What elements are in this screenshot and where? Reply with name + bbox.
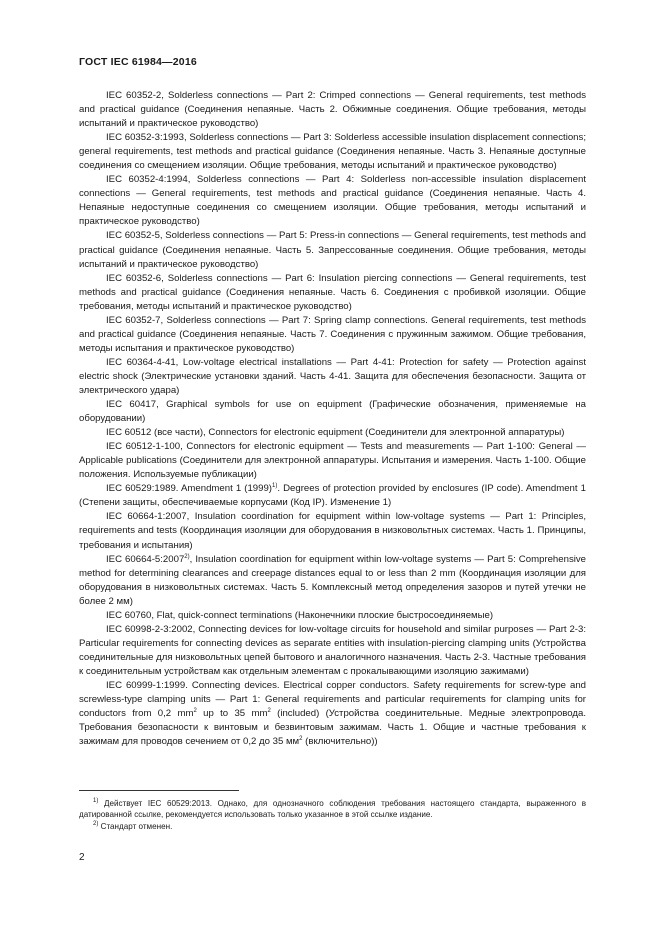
reference-item	[79, 482, 586, 510]
reference-text: (included) (Устройства соединительные. Медные электропровода. Требования безопасности к винтовым и безвинтовым зажимам. Часть 1. Общие и частные требования к зажимам для проводов сечением от 0,2 до 35 мм	[79, 708, 586, 748]
superscript: 2	[193, 708, 197, 715]
reference-text: IEC 60999-1:1999. Connecting devices. Electrical copper conductors. Safety requirements for screw-type and screwless-type clamping units — Part 1: General requirements and particular requirements for clamping units for conductors from 0,2 mm	[79, 679, 586, 720]
footnote-text: Действует IEC 60529:2013. Однако, для однозначного соблюдения требования настоящего стандарта, выраженного в датированной ссылке, рекомендуется использовать только указанное в этой ссылке издание.	[79, 799, 586, 820]
reference-text: , Insulation coordination for equipment within low-voltage systems — Part 5: Comprehensive method for determining clearances and creepage distances equal to or less than 2 mm (Координация изоляции для оборудования в низковольтных системах. Часть 5. Комплексный метод определения зазоров и путей утечки не более 2 мм)	[79, 553, 586, 607]
footnote-mark: 2)	[93, 820, 99, 827]
reference-text: (включительно))	[302, 736, 378, 748]
reference-item: IEC 60352-6, Solderless connections — Part 6: Insulation piercing connections — General requirements, test methods and practical guidance (Соединения непаяные. Часть 6. Соединения с пробивкой изоляции. Общие требования, методы испытаний и практическое руководство)	[79, 272, 586, 312]
footnote-text: Стандарт отменен.	[98, 821, 173, 831]
reference-item: IEC 60352-7, Solderless connections — Part 7: Spring clamp connections. General requirements, test methods and practical guidance (Соединения непаяные. Часть 7. Соединения с пружинным зажимом. Общие требования, методы испытания и практическое руководство)	[79, 314, 586, 354]
footnote	[79, 821, 586, 832]
reference-text: IEC 60664-5:2007	[106, 553, 185, 565]
reference-item: IEC 60664-1:2007, Insulation coordination for equipment within low-voltage systems — Part 1: Principles, requirements and tests (Координация изоляции для оборудования в низковольтных системах. Часть 1. Принципы, требования и испытания)	[79, 511, 586, 551]
reference-item	[79, 679, 586, 749]
reference-item: IEC 60352-4:1994, Solderless connections — Part 4: Solderless non-accessible insulation displacement connections — General requirements, test methods and practical guidance (Соединения непаяные. Часть 4. Непаяные недоступные соединения со смещением изоляции. Общие требования, методы испытаний и практическое руководство)	[79, 174, 586, 228]
footnote-marker: 1)	[272, 483, 278, 490]
reference-text: IEC 60529:1989. Amendment 1 (1999)	[106, 483, 272, 495]
reference-item: IEC 60364-4-41, Low-voltage electrical installations — Part 4-41: Protection for safety — Protection against electric shock (Электрические установки зданий. Часть 4-41. Защита для обеспечения безопасности. Защита от электрического удара)	[79, 356, 586, 396]
footnote-marker: 2)	[184, 553, 190, 560]
footnotes	[79, 798, 586, 832]
superscript: 2	[267, 708, 271, 715]
reference-item: IEC 60352-5, Solderless connections — Part 5: Press-in connections — General requirements, test methods and practical guidance (Соединения непаяные. Часть 5. Запрессованные соединения. Общие требования, методы испытаний и практическое руководство)	[79, 230, 586, 270]
reference-item	[79, 553, 586, 609]
reference-item: IEC 60352-3:1993, Solderless connections — Part 3: Solderless accessible insulation displacement connections; general requirements, test methods and practical guidance (Соединения непаяные. Часть 3. Непаяные доступные соединения со смещением изоляции. Общие требования, методы испытаний и практическое руководство)	[79, 132, 586, 172]
reference-text: . Degrees of protection provided by enclosures (IP code). Amendment 1 (Степени защиты, обеспечиваемые корпусами (Код IP). Изменение 1)	[79, 483, 586, 509]
reference-text: up to 35 mm	[196, 708, 268, 720]
references-list	[79, 89, 586, 749]
page-number: 2	[79, 852, 85, 863]
superscript: 2	[299, 736, 303, 743]
reference-item: IEC 60512-1-100, Connectors for electronic equipment — Tests and measurements — Part 1-100: General — Applicable publications (Соединители для электронной аппаратуры. Испытания и измерения. Часть 1-100. Общие положения. Используемые публикации)	[79, 441, 586, 481]
reference-item: IEC 60512 (все части), Connectors for electronic equipment (Соединители для электронной аппаратуры)	[106, 427, 565, 439]
footnote-mark: 1)	[93, 798, 99, 804]
footnote	[79, 798, 586, 821]
reference-item: IEC 60352-2, Solderless connections — Part 2: Crimped connections — General requirements, test methods and practical guidance (Соединения непаяные. Часть 2. Обжимные соединения. Общие требования, методы испытаний и практическое руководство)	[79, 90, 586, 130]
reference-item: IEC 60417, Graphical symbols for use on equipment (Графические обозначения, применяемые на оборудовании)	[79, 399, 586, 425]
document-header: ГОСТ IEC 61984—2016	[79, 56, 197, 68]
reference-item: IEC 60998-2-3:2002, Connecting devices for low-voltage circuits for household and similar purposes — Part 2-3: Particular requirements for connecting devices as separate entities with insulation-piercing clamping units (Устройства соединительные для низковольтных цепей бытового и аналогичного назначения. Часть 2-3. Частные требования к соединительным устройствам как отдельным элементам с прокалывающими изоляцию зажимами)	[79, 623, 586, 677]
footnote-divider	[79, 790, 239, 791]
reference-item: IEC 60760, Flat, quick-connect terminations (Наконечники плоские быстросоединяемые)	[106, 609, 494, 621]
